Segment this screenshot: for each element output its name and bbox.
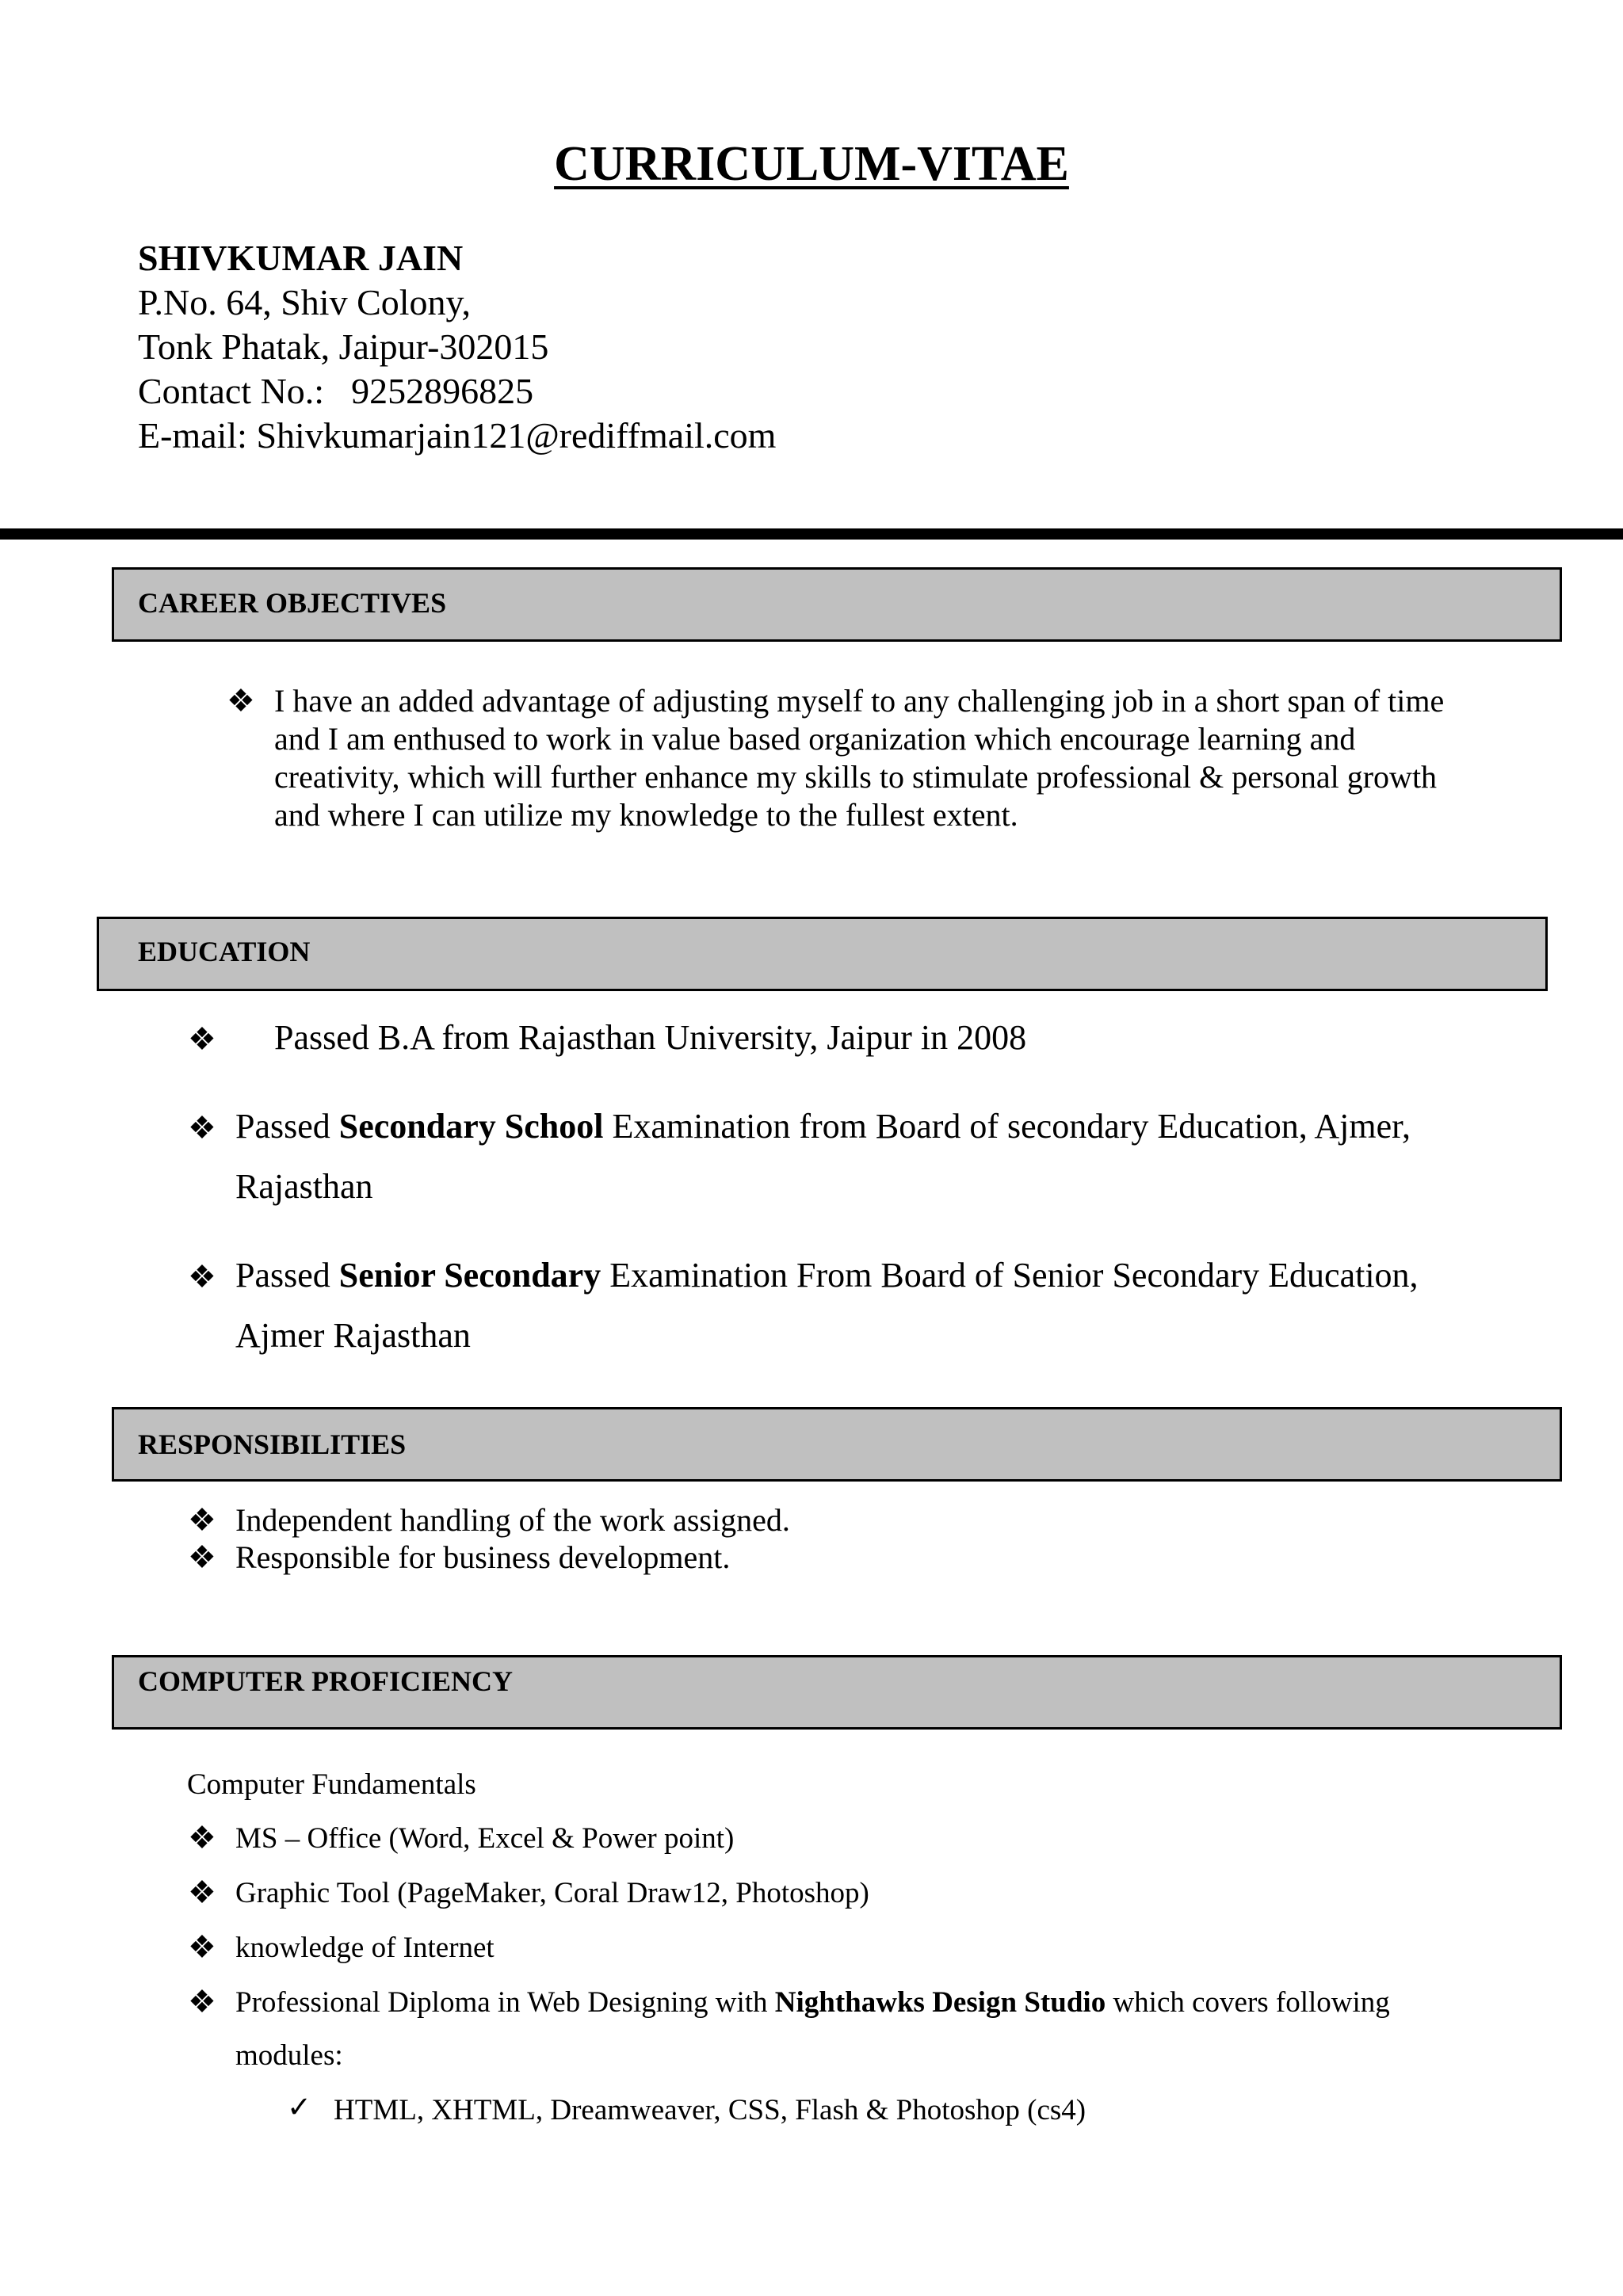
- checkmark-icon: ✓: [287, 2092, 312, 2124]
- career-line: and where I can utilize my knowledge to the fullest extent.: [274, 797, 1018, 833]
- education-bold-text: Senior Secondary: [338, 1256, 601, 1295]
- email-line: [138, 414, 776, 458]
- responsibilities-heading: RESPONSIBILITIES: [138, 1428, 407, 1460]
- bullet-icon: ❖: [188, 1984, 216, 2019]
- education-item-senior-secondary-line2: Ajmer Rajasthan: [235, 1316, 471, 1355]
- computer-diploma-item: [235, 1985, 1390, 2021]
- bullet-icon: ❖: [188, 1929, 216, 1965]
- education-heading: EDUCATION: [138, 936, 311, 967]
- bullet-icon: ❖: [188, 1021, 216, 1057]
- career-objective-paragraph: [274, 682, 1444, 834]
- education-bold-text: Secondary School: [338, 1107, 604, 1146]
- responsibility-item: Independent handling of the work assigned.: [235, 1502, 790, 1538]
- bullet-icon: ❖: [188, 1259, 216, 1295]
- candidate-name: SHIVKUMAR JAIN: [138, 238, 464, 278]
- education-text: Examination From Board of Senior Secondary Education,: [601, 1256, 1419, 1295]
- education-text: Examination from Board of secondary Education, Ajmer,: [603, 1107, 1411, 1146]
- bullet-icon: ❖: [188, 1110, 216, 1146]
- computer-skill-item: Graphic Tool (PageMaker, Coral Draw12, Photoshop): [235, 1877, 869, 1909]
- header-separator: [0, 528, 1623, 540]
- computer-diploma-line2: modules:: [235, 2039, 343, 2072]
- education-item-ba: Passed B.A from Rajasthan University, Jaipur in 2008: [274, 1018, 1027, 1057]
- computer-proficiency-heading: COMPUTER PROFICIENCY: [138, 1665, 513, 1697]
- responsibility-item: Responsible for business development.: [235, 1539, 731, 1575]
- contact-number-label: Contact No.:: [138, 371, 325, 411]
- bullet-icon: ❖: [227, 683, 255, 719]
- bullet-icon: ❖: [188, 1502, 216, 1538]
- bullet-icon: ❖: [188, 1875, 216, 1910]
- career-line: I have an added advantage of adjusting myself to any challenging job in a short span of time: [274, 683, 1445, 719]
- diploma-studio-name: Nighthawks Design Studio: [774, 1986, 1106, 2019]
- education-item-secondary: [235, 1104, 1411, 1149]
- address-line-2: Tonk Phatak, Jaipur-302015: [138, 326, 549, 367]
- bullet-icon: ❖: [188, 1539, 216, 1575]
- diploma-text: Professional Diploma in Web Designing with: [235, 1986, 775, 2019]
- computer-intro: Computer Fundamentals: [187, 1768, 476, 1801]
- contact-number-line: [138, 369, 533, 414]
- education-text: Passed: [235, 1256, 339, 1295]
- email-address: Shivkumarjain121@rediffmail.com: [256, 415, 777, 456]
- diploma-modules: HTML, XHTML, Dreamweaver, CSS, Flash & Photoshop (cs4): [334, 2094, 1086, 2126]
- address-line-1: P.No. 64, Shiv Colony,: [138, 282, 472, 322]
- education-item-senior-secondary: [235, 1253, 1419, 1298]
- computer-skill-item: knowledge of Internet: [235, 1932, 495, 1964]
- diploma-text: which covers following: [1106, 1986, 1390, 2019]
- career-line: and I am enthused to work in value based organization which encourage learning and: [274, 721, 1356, 757]
- computer-skill-item: MS – Office (Word, Excel & Power point): [235, 1822, 735, 1855]
- career-objectives-heading: CAREER OBJECTIVES: [138, 587, 447, 619]
- email-label: E-mail:: [138, 415, 247, 456]
- education-header: [97, 917, 1548, 991]
- career-line: creativity, which will further enhance my skills to stimulate professional & personal growth: [274, 759, 1438, 795]
- bullet-icon: ❖: [188, 1820, 216, 1855]
- education-item-secondary-line2: Rajasthan: [235, 1167, 373, 1206]
- education-text: Passed: [235, 1107, 339, 1146]
- document-title: CURRICULUM-VITAE: [554, 137, 1069, 191]
- contact-number: 9252896825: [351, 371, 534, 411]
